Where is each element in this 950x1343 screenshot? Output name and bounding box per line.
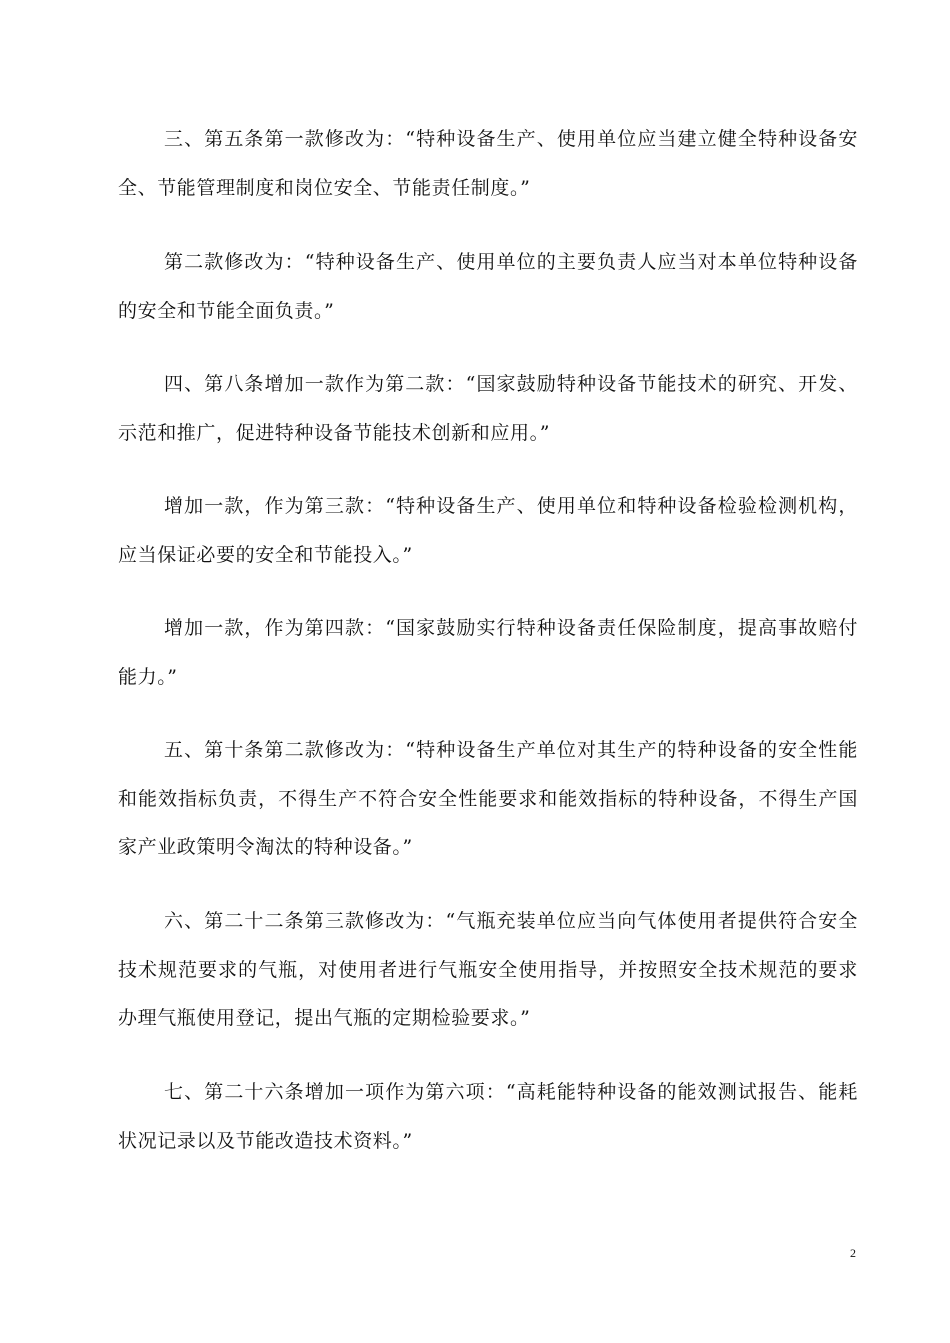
paragraph: 四、第八条增加一款作为第二款：“国家鼓励特种设备节能技术的研究、开发、示范和推广，促进特种设备节能技术创新和应用。” [118, 373, 858, 444]
page-number: 2 [850, 1246, 856, 1260]
paragraph: 增加一款，作为第三款：“特种设备生产、使用单位和特种设备检验检测机构，应当保证必要的安全和节能投入。” [118, 495, 858, 566]
paragraph: 七、第二十六条增加一项作为第六项：“高耗能特种设备的能效测试报告、能耗状况记录以及节能改造技术资料。” [118, 1081, 858, 1152]
paragraph: 增加一款，作为第四款：“国家鼓励实行特种设备责任保险制度，提高事故赔付能力。” [118, 617, 858, 688]
paragraph: 三、第五条第一款修改为：“特种设备生产、使用单位应当建立健全特种设备安全、节能管理制度和岗位安全、节能责任制度。” [118, 128, 858, 199]
paragraph: 五、第十条第二款修改为：“特种设备生产单位对其生产的特种设备的安全性能和能效指标负责，不得生产不符合安全性能要求和能效指标的特种设备，不得生产国家产业政策明令淘汰的特种设备。” [118, 739, 858, 858]
paragraph: 第二款修改为：“特种设备生产、使用单位的主要负责人应当对本单位特种设备的安全和节能全面负责。” [118, 251, 858, 322]
paragraph: 六、第二十二条第三款修改为：“气瓶充装单位应当向气体使用者提供符合安全技术规范要求的气瓶，对使用者进行气瓶安全使用指导，并按照安全技术规范的要求办理气瓶使用登记，提出气瓶的定期检验要求。” [118, 910, 858, 1029]
